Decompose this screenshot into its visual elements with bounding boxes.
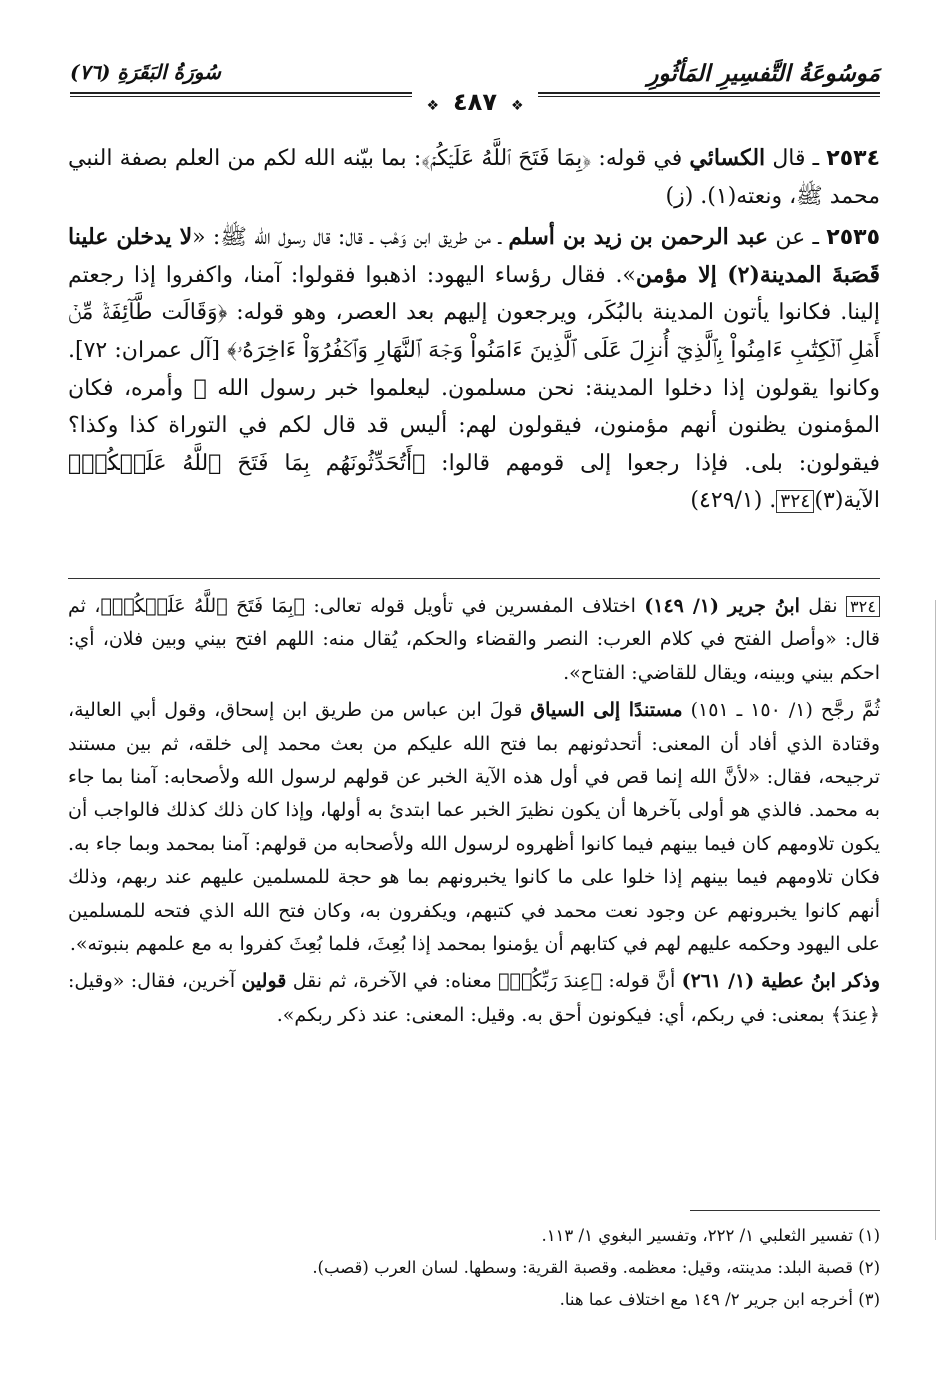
hadith-quote: لا يدخلن علينا قَصَبةَ المدينة(٢) إلا مؤمن — [68, 224, 880, 288]
commentary-text: آخرين، فقال: «وقيل: ﴿عِندَ﴾ بمعنى: في ربكم، أي: فيكونون أحق به. وقيل: المعنى: عند ذكر ربكم». — [68, 970, 880, 1026]
book-title: مَوسُوعَةُ التَّفسِيرِ المَأثُورِ — [647, 60, 880, 87]
narration-number: ٢٥٣٥ — [826, 225, 880, 251]
commentary-324 — [68, 590, 880, 690]
narrator-name: عبد الرحمن بن زيد بن أسلم — [508, 224, 769, 251]
page-number-text: ٤٨٧ — [443, 88, 507, 116]
main-text — [68, 140, 880, 525]
narration-text: ـ قال — [765, 146, 827, 171]
narrator-name: الكسائي — [689, 145, 766, 171]
page-edge-line — [935, 600, 936, 1240]
narration-2534 — [68, 140, 880, 215]
commentary-ref-box: ٣٢٤ — [846, 596, 880, 617]
commentary-text: قولَ ابن عباس من طريق ابن إسحاق، وقول أبي العالية، وقتادة الذي أفاد أن المعنى: أتحدثونهم بما فتح الله عليكم من بعث محمد إلى خلقه، ثم بين مستند ترجيحه، فقال: «لأنَّ الله إنما قص في أول هذه الآية الخبر عن قولهم لرسول الله ولأصحابه: آمنا بما جاء به محمد. فالذي هو أولى بآخرها أن يكون نظيرَ الخبر عما ابتدئ به أولها، وإذا كان ذلك كذلك فالواجب أن يكون تلاومهم كان فيما بينهم فيما كانوا أظهروه لرسول الله ولأصحابه من قولهم: آمنا بمحمد وبما جاء به. فكان تلاومهم فيما بينهم إذا خلوا على ما كانوا يخبرونهم بما هو حجة للمسلمين عليهم عند ربهم، وذلك أنهم كانوا يخبرونهم عن وجود نعت محمد في كتبهم، ويكفرون به، وكان فتح الله الذي فتحه للمسلمين على اليهود وحكمه عليهم لهم في كتابهم أن يؤمنوا بمحمد إذا بُعِثَ، فلما بُعِثَ كفروا به مع علمهم بنبوته». — [68, 699, 880, 956]
commentary-separator — [68, 578, 880, 579]
page-number — [412, 88, 537, 116]
narration-2535 — [68, 219, 880, 521]
page-number-row — [0, 88, 950, 116]
footnote-1: (١) تفسير الثعلبي ١/ ٢٢٢، وتفسير البغوي ١/ ١١٣. — [541, 1226, 880, 1245]
scholar-name: ابنُ جرير (١/ ١٤٩) — [644, 595, 800, 617]
footnote-2: (٢) قصبة البلد: مدينته، وقيل: معظمه. وقصبة القرية: وسطها. لسان العرب (قصب). — [312, 1258, 880, 1277]
narration-text: ». فقال رؤساء اليهود: اذهبوا فقولوا: آمنا، واكفروا إذا رجعتم إلينا. فكانوا يأتون المدينة بالبُكَر، ويرجعون إليهم بعد العصر، وهو قوله: ﴿وَقَالَت طَّآئِفَةٞ مِّنۡ أَهۡلِ ٱلۡكِتَٰبِ ءَامِنُواْ بِٱلَّذِيٓ أُنزِلَ عَلَى ٱلَّذِينَ ءَامَنُواْ وَجۡهَ ٱلنَّهَارِ وَٱكۡفُرُوٓاْ ءَاخِرَهُۥ﴾ [آل عمران: ٧٢]. وكانوا يقولون إذا دخلوا المدينة: نحن مسلمون. ليعلموا خبر رسول الله ﷺ وأمره، فكان المؤمنون يظنون أنهم مؤمنون، فيقولون لهم: أليس قد قال لكم في التوراة كذا وكذا؟ فيقولون: بلى. فإذا رجعوا إلى قومهم قالوا: ﴿أَتُحَدِّثُونَهُم بِمَا فَتَحَ ٱللَّهُ عَلَيۡكُمۡ﴾ الآية(٣) — [68, 262, 880, 514]
narration-text: ـ من طريق ابن وَهْب ـ قال: قال رسول الله ﷺ: « — [192, 225, 509, 251]
footnotes — [68, 1220, 880, 1316]
surah-name: سُورَةُ البَقَرَةِ (٧٦) — [70, 60, 221, 84]
ornament-icon: ❖ — [422, 98, 443, 114]
commentary-text: نقل — [799, 595, 846, 617]
emphasis-text: قولين — [241, 970, 287, 993]
narration-text: ـ عن — [768, 225, 827, 251]
footnote-separator — [690, 1210, 880, 1211]
narration-number: ٢٥٣٤ — [826, 146, 880, 171]
commentary-ref-box: ٣٢٤ — [776, 490, 814, 513]
commentary-text: ثُمَّ رجَّح (١/ ١٥٠ ـ ١٥١) — [682, 699, 880, 722]
narration-ref: . (٤٢٩/١) — [690, 488, 777, 514]
commentary-section — [68, 590, 880, 1036]
commentary-text: أنَّ قوله: ﴿عِندَ رَبِّكُمۡ﴾ معناه: في الآخرة، ثم نقل — [286, 970, 682, 993]
narration-text: في قوله: ﴿بِمَا فَتَحَ ٱللَّهُ عَلَيۡكُمۡ﴾: بما بيّنه الله لكم من العلم بصفة النبي محمد ﷺ، ونعته(١). (ز) — [68, 146, 880, 209]
ornament-icon: ❖ — [507, 98, 528, 114]
footnote-3: (٣) أخرجه ابن جرير ٢/ ١٤٩ مع اختلاف عما هنا. — [559, 1290, 880, 1309]
commentary-ibn-atiyya — [68, 965, 880, 1032]
method-label: مستندًا إلى السياق — [530, 699, 683, 722]
commentary-text: اختلاف المفسرين في تأويل قوله تعالى: ﴿بِمَا فَتَحَ ٱللَّهُ عَلَيۡكُمۡ﴾، ثم قال: «وأصل الفتح في كلام العرب: النصر والقضاء والحكم، يُقال منه: اللهم افتح بيني وبين فلان، أي: احكم بيني وبينه، ويقال للقاضي: الفتاح». — [68, 595, 880, 684]
scholar-name: وذكر ابنُ عطية (١/ ٢٦١) — [681, 970, 881, 993]
commentary-tarjih — [68, 694, 880, 961]
